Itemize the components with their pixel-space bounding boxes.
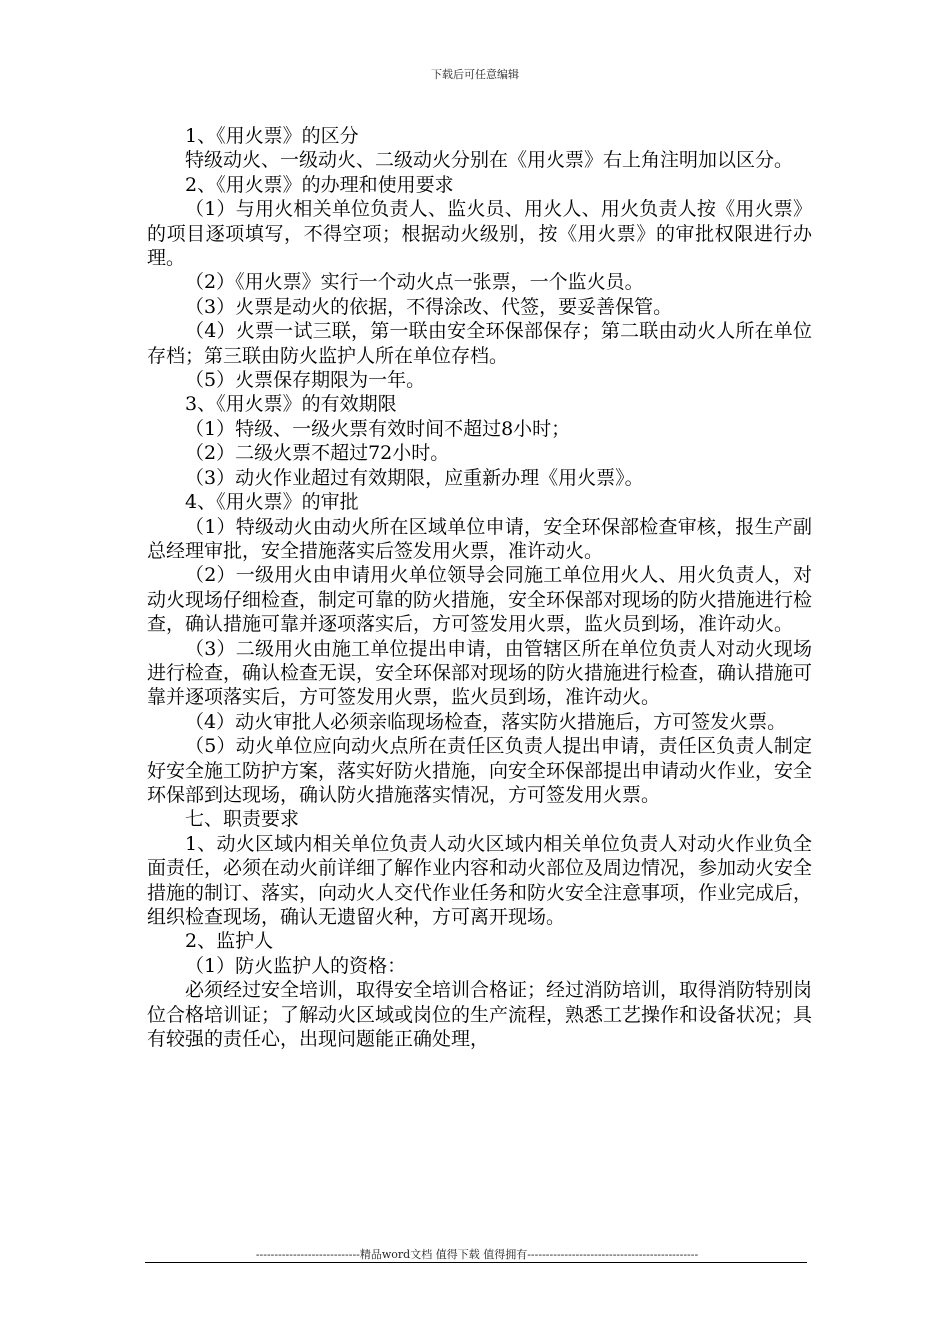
paragraph: （3）火票是动火的依据，不得涂改、代签，要妥善保管。 <box>185 295 673 318</box>
paragraph: 4、《用火票》的审批 <box>185 491 359 514</box>
paragraph: 必须经过安全培训，取得安全培训合格证；经过消防培训，取得消防特别岗位合格培训证；了解动火区域或岗位的生产流程，熟悉工艺操作和设备状况；具有较强的责任心，出现问题能正确处理， <box>147 979 813 1051</box>
paragraph: （1）特级动火由动火所在区域单位申请，安全环保部检查审核，报生产副总经理审批，安全措施落实后签发用火票，准许动火。 <box>147 515 812 562</box>
paragraph: （4）火票一试三联，第一联由安全环保部保存；第二联由动火人所在单位存档；第三联由防火监护人所在单位存档。 <box>147 320 812 367</box>
paragraph: 1、动火区域内相关单位负责人动火区域内相关单位负责人对动火作业负全面责任，必须在动火前详细了解作业内容和动火部位及周边情况，参加动火安全措施的制订、落实，向动火人交代作业任务和防火安全注意事项，作业完成后，组织检查现场，确认无遗留火种，方可离开现场。 <box>147 832 813 928</box>
page-header: 下载后可任意编辑 <box>431 68 519 81</box>
paragraph: （2）二级火票不超过72小时。 <box>185 442 450 465</box>
section-heading: 七、职责要求 <box>185 808 300 831</box>
paragraph: 特级动火、一级动火、二级动火分别在《用火票》右上角注明加以区分。 <box>185 149 794 172</box>
paragraph: （5）动火单位应向动火点所在责任区负责人提出申请，责任区负责人制定好安全施工防护方案，落实好防火措施，向安全环保部提出申请动火作业，安全环保部到达现场，确认防火措施落实情况，方可签发用火票。 <box>147 735 813 806</box>
paragraph: 3、《用火票》的有效期限 <box>185 393 397 416</box>
paragraph: （3）动火作业超过有效期限，应重新办理《用火票》。 <box>185 466 644 489</box>
paragraph: 2、《用火票》的办理和使用要求 <box>185 173 454 196</box>
paragraph: （1）与用火相关单位负责人、监火员、用火人、用火负责人按《用火票》的项目逐项填写，不得空项；根据动火级别，按《用火票》的审批权限进行办理。 <box>147 198 812 270</box>
paragraph: （2）一级用火由申请用火单位领导会同施工单位用火人、用火负责人，对动火现场仔细检查，制定可靠的防火措施，安全环保部对现场的防火措施进行检查，确认措施可靠并逐项落实后，方可签发用火票，监火员到场，准许动火。 <box>147 564 813 636</box>
paragraph: （1）防火监护人的资格： <box>185 954 407 977</box>
paragraph: 1、《用火票》的区分 <box>185 125 359 147</box>
paragraph: （2）《用火票》实行一个动火点一张票，一个监火员。 <box>185 271 644 294</box>
paragraph: （1）特级、一级火票有效时间不超过8小时； <box>185 417 571 440</box>
paragraph: （3）二级用火由施工单位提出申请，由管辖区所在单位负责人对动火现场进行检查，确认检查无误，安全环保部对现场的防火措施进行检查，确认措施可靠并逐项落实后，方可签发用火票，监火员到场，准许动火。 <box>147 637 813 709</box>
paragraph: （4）动火审批人必须亲临现场检查，落实防火措施后，方可签发火票。 <box>185 710 787 733</box>
document-body <box>147 124 812 1051</box>
footer-divider <box>145 1262 807 1263</box>
paragraph: （5）火票保存期限为一年。 <box>185 369 426 392</box>
page-footer: ----------------------------精品word文档 值得下载 值得拥有---------------------------------------------- <box>255 1248 699 1261</box>
paragraph: 2、监护人 <box>185 930 274 953</box>
